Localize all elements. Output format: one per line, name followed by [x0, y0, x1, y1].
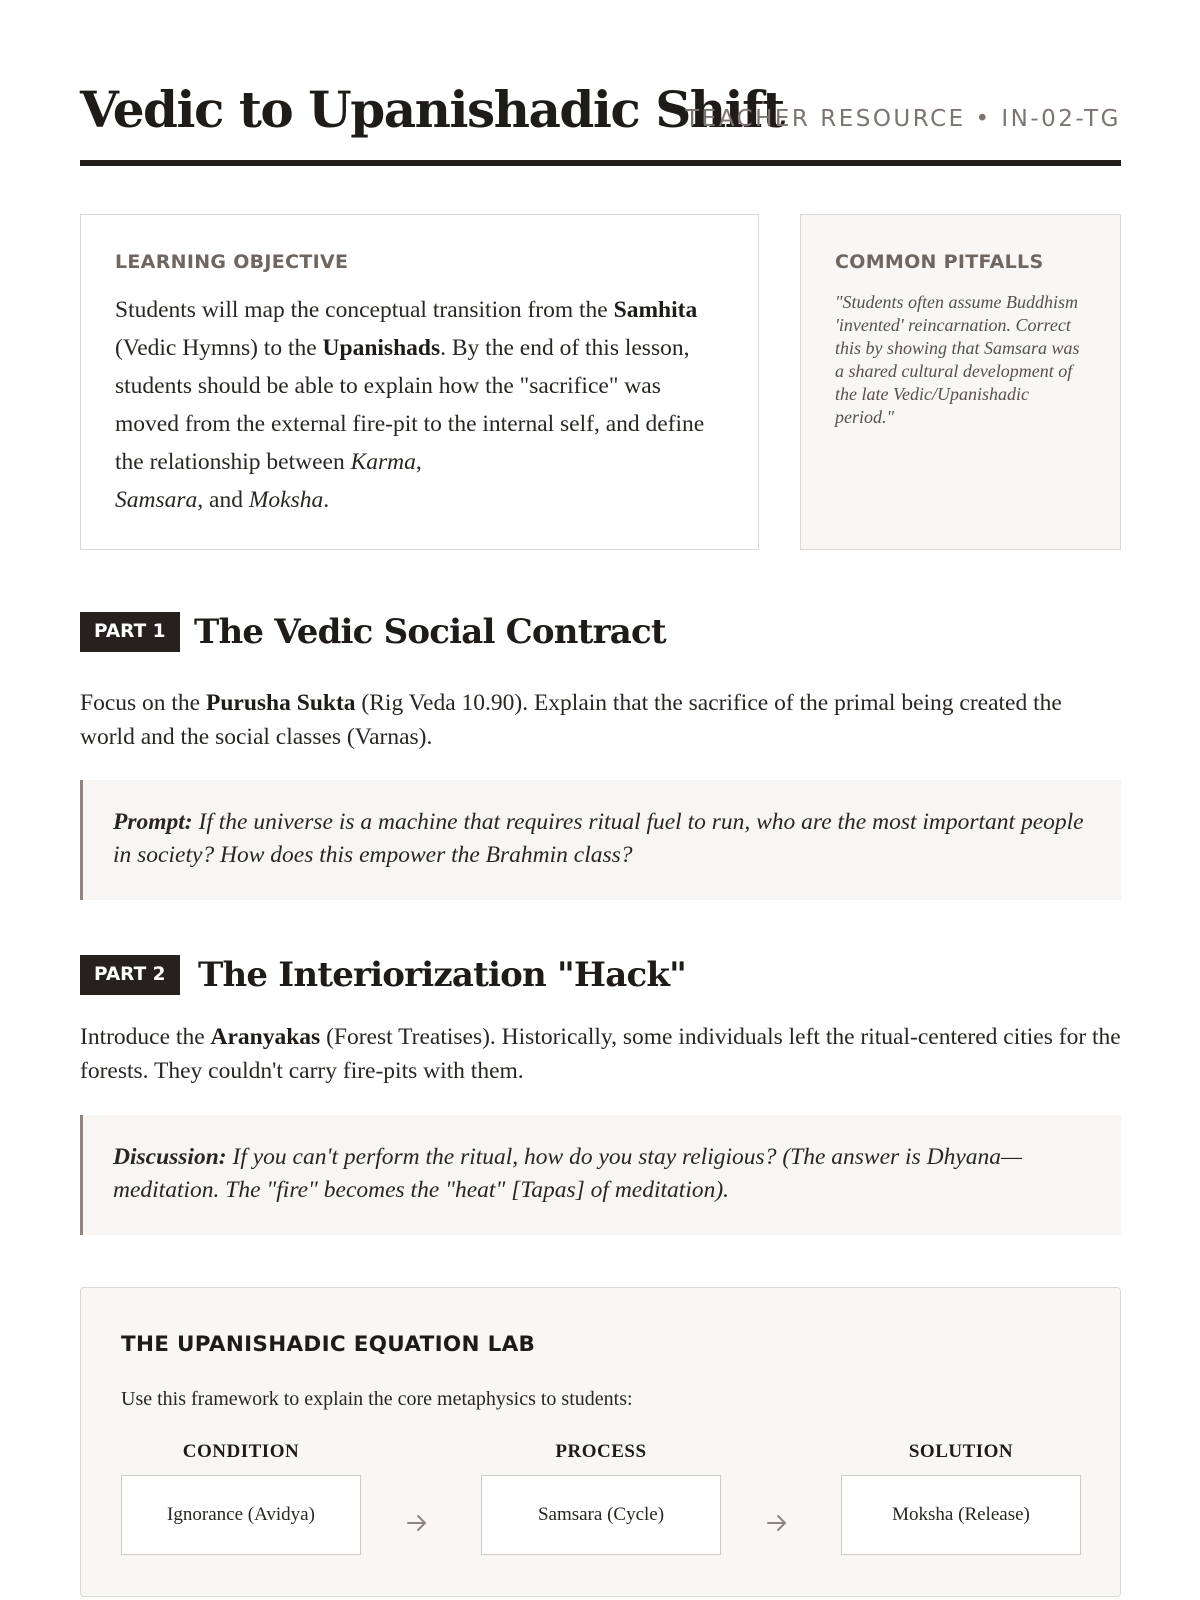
term-samhita: Samhita — [613, 297, 698, 323]
objective-text-part: . — [323, 487, 330, 513]
prompt-text — [113, 806, 1098, 872]
part-2-badge: PART 2 — [80, 955, 180, 995]
part-2-paragraph — [80, 1020, 1121, 1088]
objective-text-part: Students will map the conceptual transition from the — [115, 297, 614, 323]
objective-text-part: , and — [197, 487, 249, 513]
resource-code: TEACHER RESOURCE • IN-02-TG — [685, 106, 1121, 132]
step-label: PROCESS — [555, 1441, 647, 1462]
term-moksha: Moksha — [248, 487, 324, 513]
learning-objective-card — [80, 214, 759, 550]
arrow-right-icon — [402, 1508, 432, 1538]
term-aranyakas: Aranyakas — [210, 1024, 321, 1050]
term-samsara: Samsara — [115, 487, 198, 513]
paragraph-text: (Rig Veda 10.90). Explain that the sacrifice of the primal being created the world and the social classes (Varnas). — [80, 690, 1062, 750]
discussion-callout — [80, 1115, 1121, 1235]
paragraph-text: (Forest Treatises). Historically, some individuals left the ritual-centered cities for the forests. They couldn't carry fire-pits with them. — [80, 1024, 1121, 1084]
prompt-callout — [80, 780, 1121, 900]
step-label: SOLUTION — [908, 1441, 1014, 1462]
step-solution — [841, 1438, 1081, 1555]
part-2-title: The Interiorization "Hack" — [198, 955, 687, 995]
step-label: CONDITION — [182, 1441, 300, 1462]
term-karma: Karma — [350, 449, 416, 475]
page-header — [80, 78, 1121, 166]
learning-objective-text — [115, 291, 727, 519]
objective-text-part: . By the end of this lesson, students should be able to explain how the "sacrifice" was moved from the external fire-pit to the internal self, and define the relationship between — [115, 335, 705, 475]
lab-title: THE UPANISHADIC EQUATION LAB — [121, 1332, 536, 1357]
term-upanishads: Upanishads — [322, 335, 441, 361]
discussion-body: If you can't perform the ritual, how do you stay religious? (The answer is Dhyana—meditation. The "fire" becomes the "heat" [Tapas] of meditation). — [113, 1144, 1022, 1203]
lab-description: Use this framework to explain the core metaphysics to students: — [121, 1388, 633, 1410]
page-title: Vedic to Upanishadic Shift — [80, 80, 784, 139]
part-1-badge: PART 1 — [80, 612, 180, 652]
objective-text-part: , — [415, 449, 422, 475]
part-1-title: The Vedic Social Contract — [194, 612, 666, 652]
arrow-right-icon — [762, 1508, 792, 1538]
discussion-label: Discussion: — [113, 1144, 227, 1170]
step-value: Moksha (Release) — [841, 1475, 1081, 1555]
common-pitfalls-card — [800, 214, 1121, 550]
common-pitfalls-text: "Students often assume Buddhism 'invented' reincarnation. Correct this by showing that Samsara was a shared cultural development of the late Vedic/Upanishadic period." — [835, 292, 1080, 427]
common-pitfalls-label: COMMON PITFALLS — [835, 251, 1044, 273]
prompt-label: Prompt: — [113, 809, 193, 835]
prompt-body: If the universe is a machine that requires ritual fuel to run, who are the most important people in society? How does this empower the Brahmin class? — [113, 809, 1084, 868]
equation-lab — [80, 1287, 1121, 1597]
paragraph-text: Introduce the — [80, 1024, 211, 1050]
step-value: Ignorance (Avidya) — [121, 1475, 361, 1555]
paragraph-text: Focus on the — [80, 690, 206, 716]
step-value: Samsara (Cycle) — [481, 1475, 721, 1555]
objective-text-part: (Vedic Hymns) to the — [115, 335, 323, 361]
step-condition — [121, 1438, 361, 1555]
step-process — [481, 1438, 721, 1555]
discussion-text — [113, 1141, 1098, 1207]
term-purusha-sukta: Purusha Sukta — [205, 690, 356, 716]
learning-objective-label: LEARNING OBJECTIVE — [115, 251, 349, 273]
part-1-paragraph — [80, 686, 1121, 754]
